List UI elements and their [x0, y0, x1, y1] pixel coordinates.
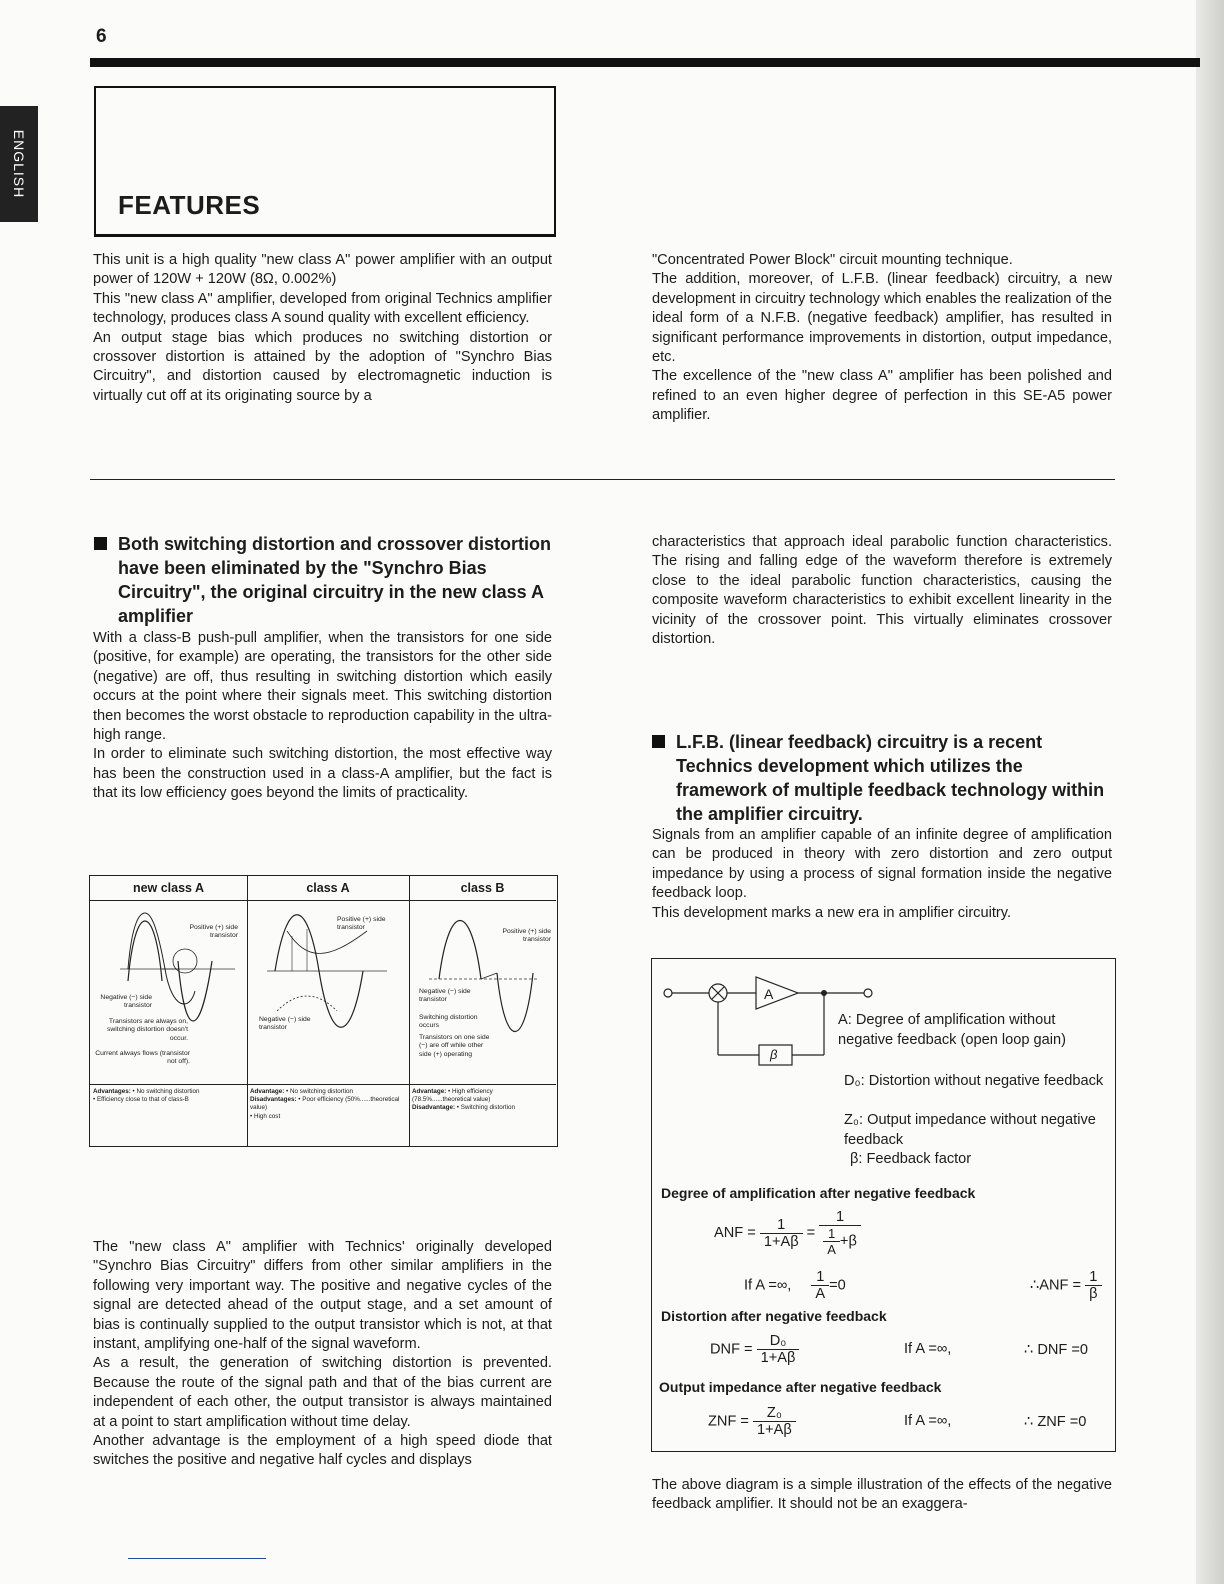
section1-continued — [93, 1238, 552, 1471]
language-tab — [0, 106, 38, 222]
section-divider — [90, 479, 1115, 480]
znf-limit: If A =∞, — [904, 1413, 952, 1429]
square-bullet-icon — [94, 537, 107, 550]
section1-heading-text: Both switching distortion and crossover distortion have been eliminated by the "Synchro Bias Circuitry", the original circuitry in the new class A amplifier — [118, 534, 552, 626]
section1-cont-p2: As a result, the generation of switching distortion is prevented. Because the route of the signal path and that of the bias current are independent of each other, the output transistor is always maintained at a point to start amplification without time delay. — [93, 1355, 552, 1430]
section1-cont-p1: The "new class A" amplifier with Technics' originally developed "Synchro Bias Circuitry" differs from other similar amplifiers in the following very important way. The positive and negative cycles of the signal are detected ahead of the output stage, and a set amount of bias is continually supplied to the output transistor which is not, at that instant, amplifying one-half of the signal waveform. — [93, 1239, 552, 1353]
class-a-neg-label: Negative (−) side transistor — [259, 1016, 311, 1032]
legend-d0-text: Distortion without negative feedback — [868, 1073, 1104, 1089]
legend-z0-sym: Z₀: — [844, 1112, 864, 1128]
legend-a-text: Degree of amplification without negative feedback (open loop gain) — [838, 1012, 1066, 1048]
anf-limit: If A =∞, $\frac{1}{A}$ =0 — [744, 1269, 846, 1302]
section2-heading-text: L.F.B. (linear feedback) circuitry is a recent Technics development which utilizes the framework of multiple feedback technology within the amplifier circuitry. — [676, 732, 1105, 824]
new-class-a-note: Transistors are always on, switching distortion doesn't occur. — [106, 1018, 188, 1042]
legend-d0-sym: D₀: — [844, 1073, 865, 1089]
legend-a — [838, 1011, 1108, 1050]
class-b-note: Switching distortion occurs — [419, 1014, 478, 1030]
anf-equation: ANF = $\frac{1}{1+A\beta}$ = 1 $\frac{1}{A}$ +β — [714, 1209, 861, 1257]
page-edge — [1196, 0, 1224, 1584]
section1-heading — [94, 532, 554, 628]
bottom-mark — [128, 1558, 266, 1559]
section2-p1: Signals from an amplifier capable of an infinite degree of amplification can be produced in theory with zero distortion and zero output impedance by using a process of signal formation inside the negative feedback loop. — [652, 827, 1112, 902]
page-number: 6 — [96, 26, 107, 47]
section1-body — [93, 629, 552, 804]
new-class-a-footer — [90, 1084, 247, 1146]
section1-p1: With a class-B push-pull amplifier, when the transistors for one side (positive, for example) are operating, the transistors for the other side (negative) are off, thus resulting in switching distortion which easily occurs at the point where their signals meet. This switching distortion then becomes the worst obstacle to reproduction capability in the ultra-high range. — [93, 630, 552, 744]
feedback-diagram-box — [651, 958, 1116, 1452]
language-tab-label: ENGLISH — [11, 129, 27, 199]
section2-heading — [652, 730, 1112, 826]
right-bottom-p: The above diagram is a simple illustration of the effects of the negative feedback amplifier. It should not be an exaggera- — [652, 1477, 1112, 1513]
intro-right-p3: The excellence of the "new class A" amplifier has been polished and refined to an even higher degree of perfection in this SE-A5 power amplifier. — [652, 368, 1112, 424]
right-bottom-text — [652, 1476, 1112, 1515]
legend-beta-sym: β: — [850, 1151, 863, 1167]
legend-beta — [850, 1150, 1110, 1170]
intro-right — [652, 251, 1112, 426]
new-class-a-note2: Current always flows (transistor not off). — [95, 1050, 190, 1066]
legend-z0 — [844, 1111, 1104, 1150]
class-b-adv: • High efficiency (78.5%......theoretical value) — [412, 1088, 493, 1104]
section2-body — [652, 826, 1112, 923]
new-class-a-adv-label: Advantages: — [93, 1088, 131, 1095]
intro-right-p1: "Concentrated Power Block" circuit mounting technique. — [652, 252, 1013, 268]
dnf-equation: DNF = $\frac{\text{D₀}}{1+A\beta}$ — [710, 1333, 799, 1366]
section2-p2: This development marks a new era in amplifier circuitry. — [652, 904, 1012, 921]
anf-den: 1+Aβ — [760, 1233, 803, 1250]
right-top-p: characteristics that approach ideal parabolic function characteristics. The rising and falling edge of the waveform therefore is extremely close to the ideal parabolic function characteristics, causing the composite waveform characteristics to exhibit excellent linearity in the vicinity of the crossover point. This virtually eliminates crossover distortion. — [652, 534, 1112, 648]
znf-result: ∴ ZNF =0 — [1024, 1414, 1087, 1430]
class-b-dis: • Switching distortion — [456, 1104, 516, 1112]
anf-result: ∴ANF = $\frac{1}{\beta}$ — [1030, 1269, 1102, 1302]
comparison-table — [89, 875, 558, 1147]
class-b-footer — [409, 1084, 556, 1146]
anf-num2: 1 — [835, 1209, 845, 1225]
col-class-b — [409, 876, 556, 1146]
col-new-class-a — [90, 876, 248, 1146]
class-a-footer — [247, 1084, 409, 1146]
class-b-adv-label: Advantage: — [412, 1088, 447, 1095]
class-b-note2: Transistors on one side (−) are off while other side (+) operating — [419, 1034, 490, 1058]
section1-cont-p3: Another advantage is the employment of a high speed diode that switches the positive and negative half cycles and displays — [93, 1433, 552, 1469]
header-class-a: class A — [247, 876, 409, 901]
intro-right-p2: The addition, moreover, of L.F.B. (linear feedback) circuitry, a new development in circuitry technology which enables the realization of the ideal form of a N.F.B. (negative feedback) amplifier, has resulted in significant performance improvements in distortion, output impedance, etc. — [652, 271, 1112, 366]
dist-title: Distortion after negative feedback — [661, 1308, 887, 1324]
square-bullet-icon — [652, 735, 665, 748]
legend-z0-text: Output impedance without negative feedback — [844, 1112, 1096, 1148]
class-a-pos-label: Positive (+) side transistor — [337, 916, 386, 932]
intro-left-p2: This "new class A" amplifier, developed from original Technics amplifier technology, produces class A sound quality with excellent efficiency. — [93, 290, 552, 327]
dnf-limit: If A =∞, — [904, 1341, 952, 1357]
class-a-adv: • No switching distortion — [286, 1088, 353, 1095]
intro-left-p3: An output stage bias which produces no switching distortion or crossover distortion is attained by the adoption of "Synchro Bias Circuitry", and distortion caused by electromagnetic induction is virtually cut off at its originating source by a — [93, 329, 552, 404]
intro-left — [93, 251, 552, 406]
dnf-result: ∴ DNF =0 — [1024, 1342, 1089, 1358]
header-class-b: class B — [409, 876, 556, 901]
amp-symbol: A — [764, 986, 774, 1002]
anf-num: 1 — [777, 1216, 786, 1233]
intro-left-p1: This unit is a high quality "new class A" power amplifier with an output power of 120W + 120W (8Ω, 0.002%) — [93, 252, 552, 288]
class-b-pos-label: Positive (+) side transistor — [502, 928, 551, 944]
imp-title: Output impedance after negative feedback — [659, 1379, 942, 1395]
class-a-dis2: • High cost — [250, 1112, 281, 1120]
col-class-a — [247, 876, 410, 1146]
znf-equation: ZNF = $\frac{\text{Z₀}}{1+A\beta}$ — [708, 1405, 796, 1438]
class-a-dis-label: Disadvantages: — [250, 1096, 297, 1104]
class-b-neg-label: Negative (−) side transistor — [419, 988, 471, 1004]
legend-d0 — [844, 1072, 1104, 1092]
features-title: FEATURES — [118, 190, 261, 220]
amp-title: Degree of amplification after negative feedback — [661, 1185, 976, 1201]
class-a-dis1: • Poor efficiency (50%......theoretical value) — [250, 1096, 400, 1112]
section1-p2: In order to eliminate such switching distortion, the most effective way has been the construction used in a class-A amplifier, but the fact is that its low efficiency goes beyond the limits of practicality. — [93, 746, 552, 802]
header-new-class-a: new class A — [90, 876, 247, 901]
legend-a-sym: A: — [838, 1012, 852, 1028]
new-class-a-pos-label: Positive (+) side transistor — [189, 924, 238, 940]
class-b-dis-label: Disadvantage: — [412, 1104, 456, 1112]
new-class-a-adv2: • Efficiency close to that of class-B — [93, 1096, 189, 1104]
new-class-a-adv1: • No switching distortion — [132, 1088, 200, 1095]
right-top-text — [652, 533, 1112, 649]
anf-label: ANF — [714, 1224, 744, 1241]
new-class-a-neg-label: Negative (−) side transistor — [100, 994, 152, 1010]
class-a-adv-label: Advantage: — [250, 1088, 285, 1095]
top-rule — [90, 58, 1200, 67]
beta-symbol: β — [770, 1047, 778, 1062]
legend-beta-text: Feedback factor — [866, 1151, 972, 1167]
